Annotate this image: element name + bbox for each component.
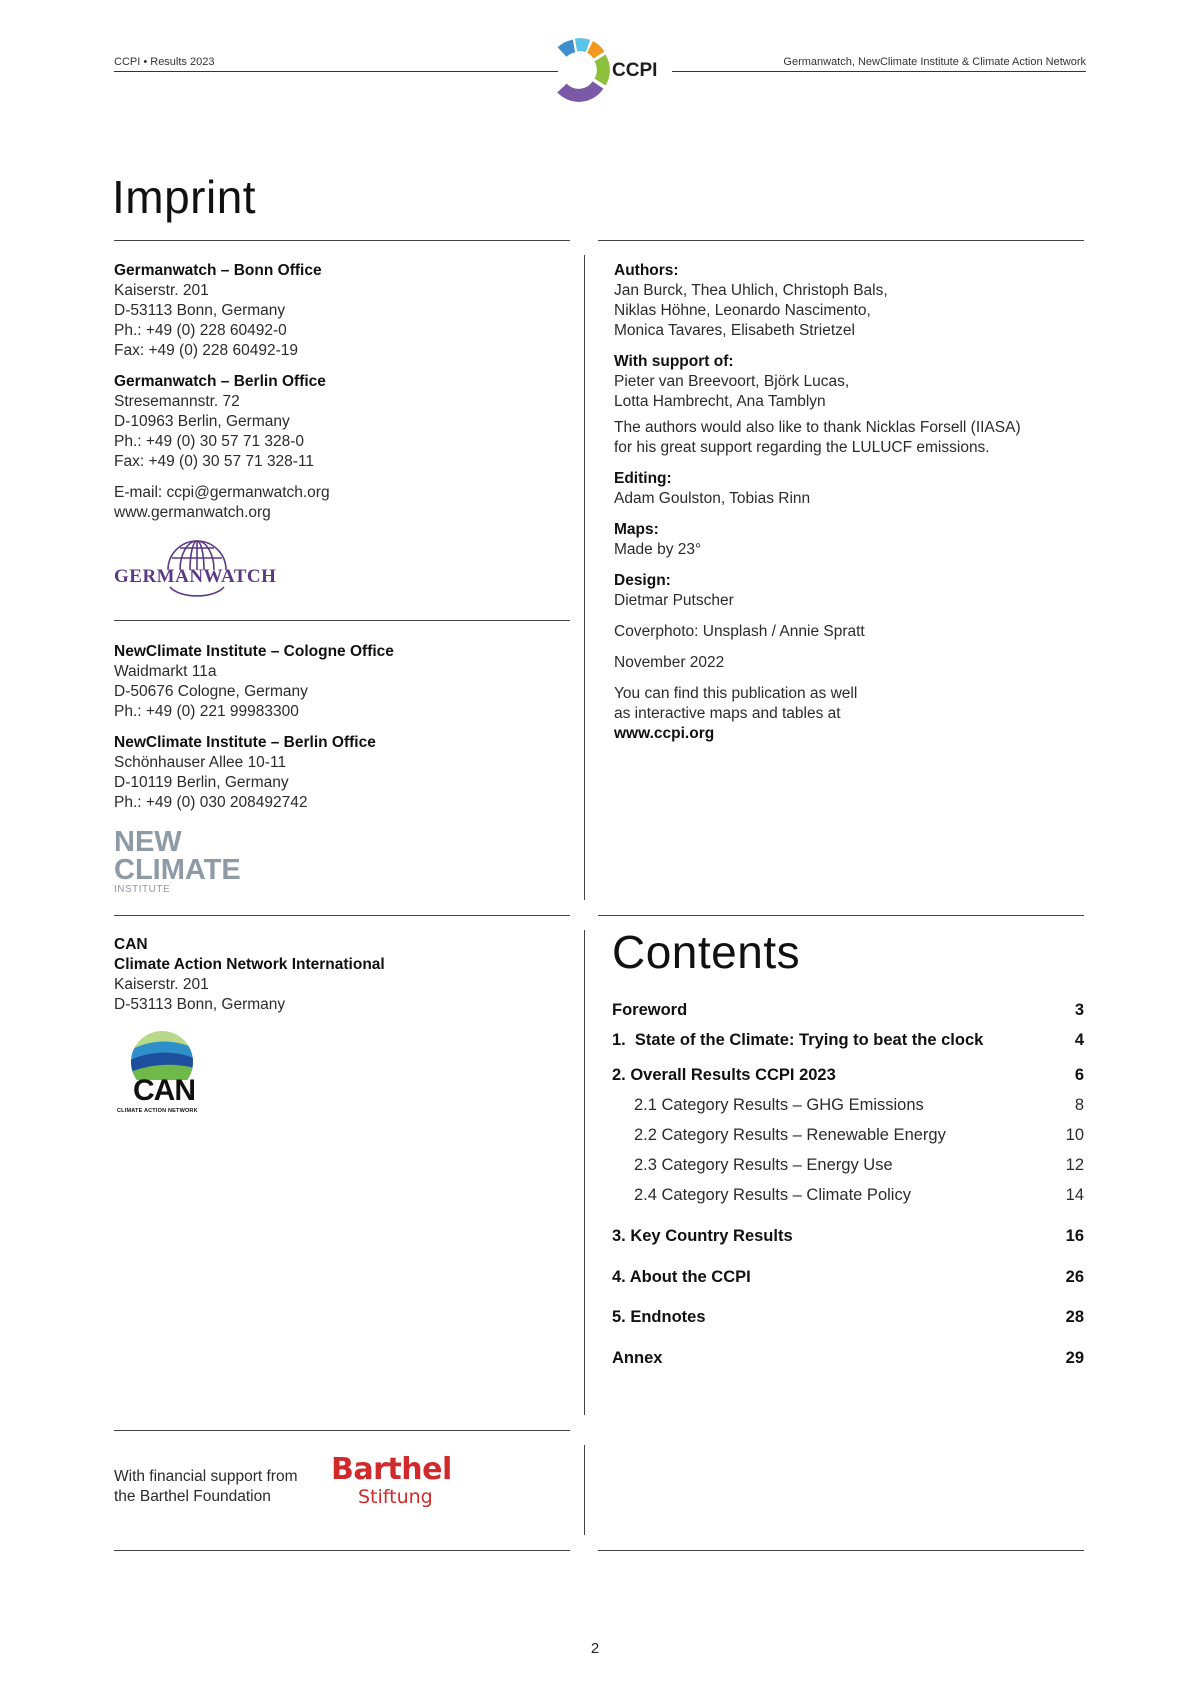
column-divider-middle <box>584 930 585 1415</box>
toc-page: 26 <box>1065 1268 1084 1286</box>
header-left-text: CCPI • Results 2023 <box>114 56 215 68</box>
rule-left-bottom <box>114 1550 570 1551</box>
toc-item-energy-use[interactable] <box>612 1156 1084 1175</box>
toc-item-endnotes[interactable] <box>612 1308 1084 1327</box>
column-divider-lower <box>584 1445 585 1535</box>
can-line: Kaiserstr. 201 <box>114 976 209 993</box>
gw-berlin-line: Fax: +49 (0) 30 57 71 328-11 <box>114 453 315 470</box>
toc-label: 2. Overall Results CCPI 2023 <box>612 1066 836 1084</box>
toc-page: 3 <box>1074 1001 1084 1019</box>
nc-logo-line2: CLIMATE <box>114 854 241 886</box>
column-divider-upper <box>584 255 585 900</box>
nc-logo-line3: INSTITUTE <box>114 884 171 895</box>
can-block <box>114 935 554 1015</box>
toc-label: 5. Endnotes <box>612 1308 706 1326</box>
find-line2: as interactive maps and tables at <box>614 705 841 722</box>
toc-page: 14 <box>1065 1186 1084 1204</box>
toc-item-foreword[interactable] <box>612 1001 1084 1020</box>
can-title: CAN <box>114 936 148 953</box>
credits-block <box>614 261 1084 744</box>
toc-page: 28 <box>1065 1308 1084 1326</box>
rule-left-gw <box>114 620 570 621</box>
imprint-title: Imprint <box>112 171 257 223</box>
gw-email[interactable]: E-mail: ccpi@germanwatch.org <box>114 484 330 501</box>
toc-item-key-country[interactable] <box>612 1227 1084 1246</box>
nc-cologne-line: Waidmarkt 11a <box>114 663 217 680</box>
contents-title: Contents <box>612 926 801 978</box>
maps-label: Maps: <box>614 521 659 538</box>
gw-berlin-line: Ph.: +49 (0) 30 57 71 328-0 <box>114 433 305 450</box>
rule-left-can <box>114 1430 570 1431</box>
gw-bonn-line: Ph.: +49 (0) 228 60492-0 <box>114 322 287 339</box>
toc-page: 12 <box>1065 1156 1084 1174</box>
can-subtitle: Climate Action Network International <box>114 956 385 973</box>
find-line1: You can find this publication as well <box>614 685 858 702</box>
header-divider-left <box>114 71 558 72</box>
design-credit: Dietmar Putscher <box>614 592 734 609</box>
gw-berlin-line: Stresemannstr. 72 <box>114 393 240 410</box>
toc-label: 2.1 Category Results – GHG Emissions <box>634 1096 924 1114</box>
nc-berlin-line: Schönhauser Allee 10-11 <box>114 754 287 771</box>
design-label: Design: <box>614 572 671 589</box>
publication-date: November 2022 <box>614 654 725 671</box>
page-number: 2 <box>590 1640 600 1657</box>
toc-page: 29 <box>1065 1349 1084 1367</box>
stiftung-logo-text: Stiftung <box>358 1486 433 1508</box>
germanwatch-logo-text: GERMANWATCH <box>114 566 277 587</box>
toc-page: 8 <box>1074 1096 1084 1114</box>
barthel-logo-text: Barthel <box>331 1452 452 1487</box>
germanwatch-block <box>114 261 554 523</box>
toc-label: 2.4 Category Results – Climate Policy <box>634 1186 911 1204</box>
newclimate-logo <box>114 828 241 895</box>
toc-item-about[interactable] <box>612 1268 1084 1287</box>
toc-label: 4. About the CCPI <box>612 1268 751 1286</box>
gw-bonn-line: D-53113 Bonn, Germany <box>114 302 286 319</box>
authors-label: Authors: <box>614 262 679 279</box>
toc-item-state-of-climate[interactable] <box>612 1031 1084 1050</box>
gw-berlin-line: D-10963 Berlin, Germany <box>114 413 290 430</box>
support-line: Pieter van Breevoort, Björk Lucas, <box>614 373 850 390</box>
can-logo-text: CAN <box>133 1074 195 1107</box>
gw-bonn-line: Kaiserstr. 201 <box>114 282 209 299</box>
thanks-line: The authors would also like to thank Nicklas Forsell (IIASA) <box>614 419 1021 436</box>
nc-berlin-title: NewClimate Institute – Berlin Office <box>114 734 376 751</box>
toc-label: 3. Key Country Results <box>612 1227 793 1245</box>
can-line: D-53113 Bonn, Germany <box>114 996 286 1013</box>
newclimate-block <box>114 642 554 813</box>
toc-page: 10 <box>1065 1126 1084 1144</box>
header-divider-right <box>672 71 1086 72</box>
authors-line: Monica Tavares, Elisabeth Strietzel <box>614 322 855 339</box>
authors-line: Jan Burck, Thea Uhlich, Christoph Bals, <box>614 282 888 299</box>
gw-berlin-title: Germanwatch – Berlin Office <box>114 373 326 390</box>
editing-names: Adam Goulston, Tobias Rinn <box>614 490 811 507</box>
thanks-line: for his great support regarding the LULUCF emissions. <box>614 439 990 456</box>
rule-left-nc <box>114 915 570 916</box>
nc-berlin-line: D-10119 Berlin, Germany <box>114 774 289 791</box>
can-globe-icon <box>130 1030 194 1080</box>
toc-label: 2.2 Category Results – Renewable Energy <box>634 1126 946 1144</box>
toc-label: Foreword <box>612 1001 688 1019</box>
can-logo-subtext: CLIMATE ACTION NETWORK <box>117 1108 198 1114</box>
maps-credit: Made by 23° <box>614 541 702 558</box>
toc-item-renewable[interactable] <box>612 1126 1084 1145</box>
toc-page: 4 <box>1074 1031 1084 1049</box>
toc-page: 6 <box>1074 1066 1084 1084</box>
toc-item-annex[interactable] <box>612 1349 1084 1368</box>
toc-item-ghg[interactable] <box>612 1096 1084 1115</box>
support-line1: With financial support from <box>114 1468 298 1485</box>
gw-bonn-title: Germanwatch – Bonn Office <box>114 262 322 279</box>
toc-page: 16 <box>1065 1227 1084 1245</box>
toc-label: 2.3 Category Results – Energy Use <box>634 1156 893 1174</box>
nc-cologne-line: Ph.: +49 (0) 221 99983300 <box>114 703 299 720</box>
gw-bonn-line: Fax: +49 (0) 228 60492-19 <box>114 342 298 359</box>
authors-line: Niklas Höhne, Leonardo Nascimento, <box>614 302 871 319</box>
rule-right-mid <box>598 915 1084 916</box>
ccpi-website-link[interactable]: www.ccpi.org <box>614 725 715 742</box>
support-line: Lotta Hambrecht, Ana Tamblyn <box>614 393 826 410</box>
rule-right-bottom <box>598 1550 1084 1551</box>
support-line2: the Barthel Foundation <box>114 1488 271 1505</box>
nc-logo-line1: NEW <box>114 826 182 858</box>
toc-item-overall-results[interactable] <box>612 1066 1084 1085</box>
header-right-text: Germanwatch, NewClimate Institute & Climate Action Network <box>783 56 1086 68</box>
support-block <box>114 1467 314 1507</box>
toc-item-climate-policy[interactable] <box>612 1186 1084 1205</box>
editing-label: Editing: <box>614 470 672 487</box>
gw-website[interactable]: www.germanwatch.org <box>114 504 271 521</box>
nc-cologne-line: D-50676 Cologne, Germany <box>114 683 308 700</box>
nc-berlin-line: Ph.: +49 (0) 030 208492742 <box>114 794 308 811</box>
rule-left-top <box>114 240 570 241</box>
cover-credit: Coverphoto: Unsplash / Annie Spratt <box>614 623 865 640</box>
nc-cologne-title: NewClimate Institute – Cologne Office <box>114 643 394 660</box>
germanwatch-globe-bottom-icon <box>164 585 230 599</box>
rule-right-top <box>598 240 1084 241</box>
ccpi-logo-text: CCPI <box>612 60 658 81</box>
support-label: With support of: <box>614 353 734 370</box>
ccpi-ring-logo-icon <box>548 36 614 106</box>
toc-label: Annex <box>612 1349 663 1367</box>
toc-label: 1. State of the Climate: Trying to beat the clock <box>612 1031 984 1049</box>
